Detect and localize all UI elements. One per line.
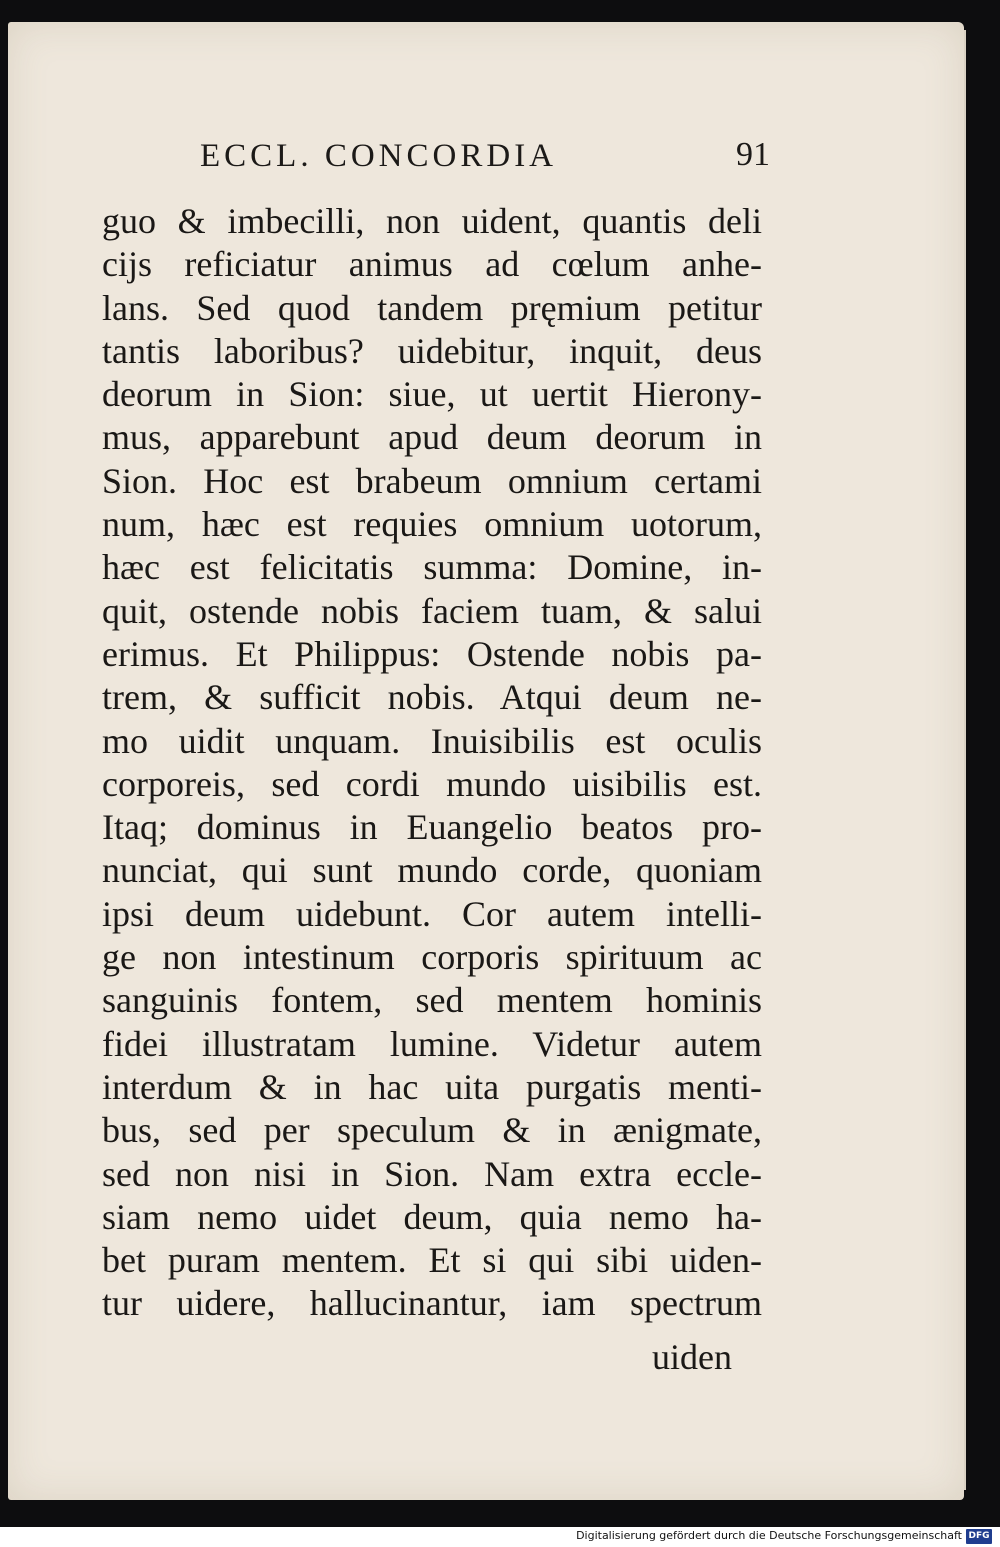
text-line: tantis laboribus? uidebitur, inquit, deus [102, 330, 762, 371]
catchword: uiden [652, 1337, 732, 1377]
text-line: sanguinis fontem, sed mentem hominis [102, 980, 762, 1021]
text-line: Itaq; dominus in Euangelio beatos pro- [102, 807, 762, 848]
text-line: fidei illustratam lumine. Videtur autem [102, 1023, 762, 1064]
text-line: ipsi deum uidebunt. Cor autem intelli- [102, 893, 762, 934]
running-head [200, 138, 770, 184]
text-line: siam nemo uidet deum, quia nemo ha- [102, 1196, 762, 1237]
running-head-title: ECCL. CONCORDIA [200, 138, 558, 174]
text-line: Sion. Hoc est brabeum omnium certami [102, 460, 762, 501]
text-line: lans. Sed quod tandem pręmium petitur [102, 287, 762, 328]
text-line: hæc est felicitatis summa: Domine, in- [102, 547, 762, 588]
text-line: trem, & sufficit nobis. Atqui deum ne- [102, 677, 762, 718]
text-line: ge non intestinum corporis spirituum ac [102, 937, 762, 978]
text-line: tur uidere, hallucinantur, iam spectrum [102, 1283, 762, 1324]
text-line: nunciat, qui sunt mundo corde, quoniam [102, 850, 762, 891]
text-line: mo uidit unquam. Inuisibilis est oculis [102, 720, 762, 761]
page-number: 91 [736, 136, 770, 173]
text-line: guo & imbecilli, non uident, quantis deli [102, 201, 762, 241]
text-line: cijs reficiatur animus ad cœlum anhe- [102, 244, 762, 285]
text-line: corporeis, sed cordi mundo uisibilis est. [102, 763, 762, 804]
text-line: sed non nisi in Sion. Nam extra eccle- [102, 1153, 762, 1194]
body-text [102, 200, 762, 1326]
text-line: bus, sed per speculum & in ænigmate, [102, 1110, 762, 1151]
text-line: erimus. Et Philippus: Ostende nobis pa- [102, 633, 762, 674]
text-line: interdum & in hac uita purgatis menti- [102, 1066, 762, 1107]
dfg-logo-icon: DFG [966, 1529, 992, 1544]
text-line: quit, ostende nobis faciem tuam, & salui [102, 590, 762, 631]
text-line: bet puram mentem. Et si qui sibi uiden- [102, 1240, 762, 1281]
text-line: deorum in Sion: siue, ut uertit Hierony- [102, 374, 762, 415]
text-line: num, hæc est requies omnium uotorum, [102, 504, 762, 545]
funding-credit: Digitalisierung gefördert durch die Deutsche Forschungsgemeinschaft [576, 1529, 962, 1542]
text-line: mus, apparebunt apud deum deorum in [102, 417, 762, 458]
